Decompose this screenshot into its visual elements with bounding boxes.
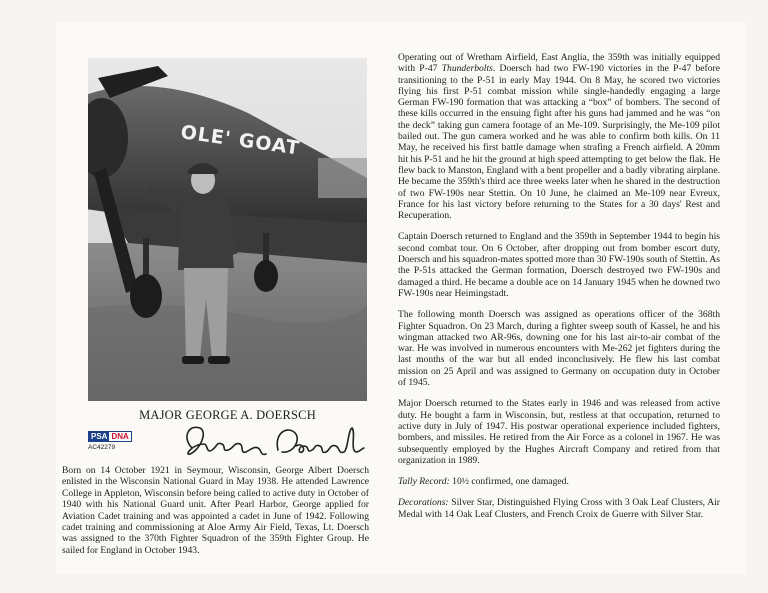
pilot-photo (88, 58, 367, 401)
paragraph-wretham: Operating out of Wretham Airfield, East Anglia, the 359th was initially equipped with P-47 Thunderbolts. Doersch had two FW-190 victories in the P-47 before transitioning to the P-51 in early May 1944. On 8 May, he scored two victories flying his first P-51 combat mission while single-handedly engaging a large German FW-190 formation that was attacking a “box” of bombers. The second of these kills occurred in the ensuing fight after his guns had jammed and he was “on the deck” taking gun camera footage of an Me-109. Surprisingly, the Me-109 pilot bailed out. The gun camera worked and he was able to confirm both kills. On 11 May, he received his first battle damage when strafing a French airfield. A 20mm hit his P-51 and he hit the ground at high speed attempting to get below the flak. He flew back to Manston, England with a bent propeller and a badly vibrating airplane. He became the 359th's third ace three weeks later when he shared in the destruction of two FW-190s near Stettin. On 10 June, he claimed an Me-109 near Evreux, France for his last victory before returning to the States for a 30 days' Rest and Recuperation. (398, 52, 721, 222)
authentication-sticker (88, 431, 132, 451)
cert-number: AC42279 (88, 444, 116, 451)
dna-label: DNA (111, 432, 129, 441)
photo-illustration (88, 58, 367, 401)
psa-label: PSA (91, 432, 108, 441)
biography-column (398, 52, 720, 530)
tally-record: Tally Record: 10½ confirmed, one damaged. (398, 476, 569, 488)
biography-intro: Born on 14 October 1921 in Seymour, Wisconsin, George Albert Doersch enlisted in the Wisconsin National Guard in May 1938. He attended Lawrence College in Appleton, Wisconsin before being called to active duty in October of 1940 with his National Guard unit. After Pearl Harbor, George applied for Aviation Cadet training and was appointed a cadet in June of 1942. Following cadet training and commissioning at Aloe Army Air Field, Texas, Lt. Doersch was assigned to the 370th Fighter Squadron of the 359th Fighter Group. He sailed for England in October 1943. (62, 465, 369, 556)
paragraph-operations-officer: The following month Doersch was assigned as operations officer of the 368th Fighter Squadron. On 23 March, during a fighter sweep south of Kassel, he and his wingman attacked two AR-96s, downing one for his last air-to-air combat of the war. He was involved in numerous encounters with Me-262 jet fighters during the last months of the war but all ended inconclusively. He flew his last combat mission on 25 April and was assigned to Germany on occupation duty in October of 1945. (398, 309, 720, 389)
paragraph-postwar: Major Doersch returned to the States early in 1946 and was released from active duty. He bought a farm in Wisconsin, but, restless at that occupation, returned to active duty in July of 1947. His postwar operational experience included fighters, bombers, and missiles. He retired from the Air Force as a colonel in 1967. He was subsequently employed by the Hughes Aircraft Company and retired from that organization in 1989. (398, 398, 720, 466)
paragraph-second-tour: Captain Doersch returned to England and the 359th in September 1944 to begin his second combat tour. On 6 October, after dropping out from bomber escort duty, Doersch and his squadron-mates spotted more than 30 FW-190s south of Stettin. As the P-51s attacked the German formation, Doersch destroyed two FW-190s and damaged a third. He became a double ace on 14 January 1945 when he downed two FW-190s near Heimingstadt. (398, 231, 720, 299)
psa-dna-badge (88, 431, 132, 442)
photo-caption: MAJOR GEORGE A. DOERSCH (139, 408, 316, 422)
decorations: Decorations: Silver Star, Distinguished Flying Cross with 3 Oak Leaf Clusters, Air Medal with 14 Oak Leaf Clusters, and French Croix de Guerre with Silver Star. (398, 497, 720, 520)
autograph-signature (178, 420, 368, 464)
nose-art-text: OLE' GOAT (179, 121, 302, 160)
